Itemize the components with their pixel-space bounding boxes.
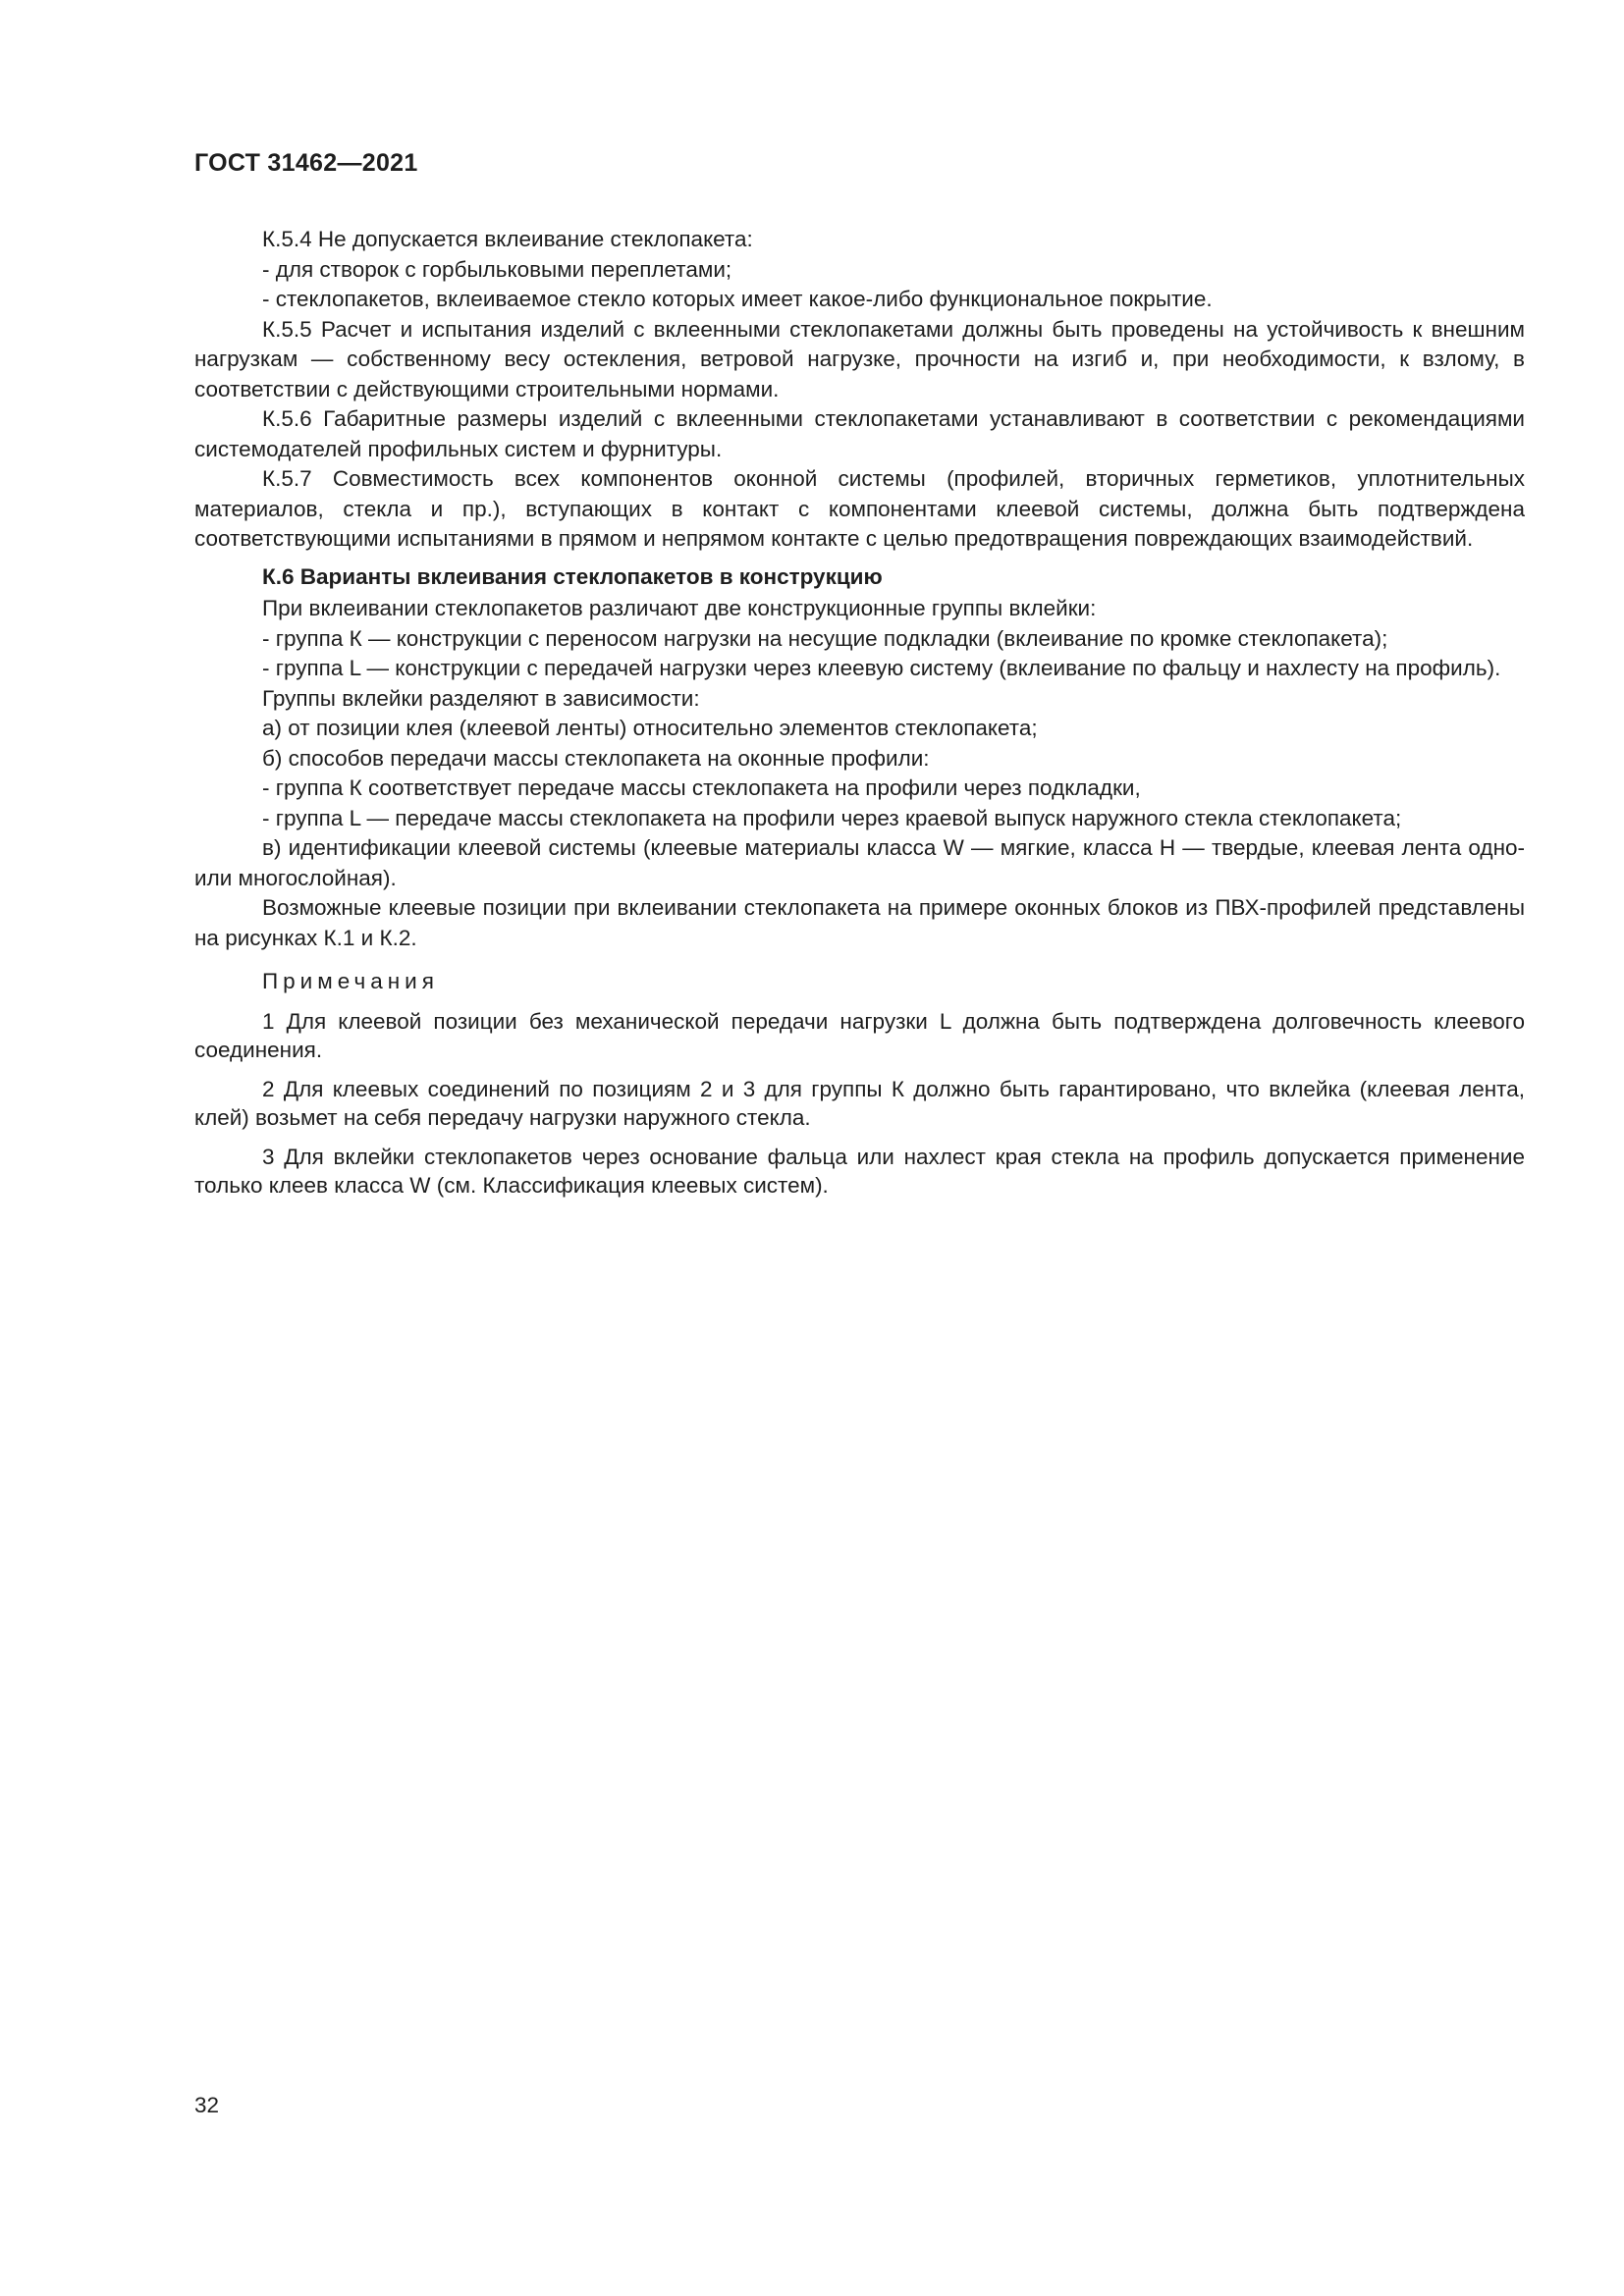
list-item: - для створок с горбыльковыми переплетами; — [262, 256, 732, 282]
document-body — [194, 225, 1525, 1210]
paragraph-k56: К.5.6 Габаритные размеры изделий с вклеенными стеклопакетами устанавливают в соответствии с рекомендациями системодателей профильных систем и фурнитуры. — [194, 406, 1525, 461]
list-item: - группа L — конструкции с передачей нагрузки через клеевую систему (вклеивание по фальцу и нахлесту на профиль). — [262, 656, 1501, 680]
paragraph: Возможные клеевые позиции при вклеивании стеклопакета на примере оконных блоков из ПВХ-профилей представлены на рисунках К.1 и К.2. — [194, 895, 1525, 950]
document-header: ГОСТ 31462—2021 — [194, 149, 418, 177]
paragraph-k54: К.5.4 Не допускается вклеивание стеклопакета: — [262, 227, 753, 251]
page-number: 32 — [194, 2093, 220, 2117]
notes-title: Примечания — [262, 969, 439, 993]
list-item: в) идентификации клеевой системы (клеевые материалы класса W — мягкие, класса H — твердые, клеевая лента одно- или многослойная). — [194, 835, 1525, 890]
paragraph: При вклеивании стеклопакетов различают две конструкционные группы вклейки: — [262, 596, 1097, 620]
list-item: - группа К соответствует передаче массы стеклопакета на профили через подкладки, — [262, 775, 1141, 800]
note-1: 1 Для клеевой позиции без механической передачи нагрузки L должна быть подтверждена долговечность клеевого соединения. — [194, 1008, 1525, 1062]
list-item: - группа К — конструкции с переносом нагрузки на несущие подкладки (вклеивание по кромке стеклопакета); — [262, 625, 1388, 651]
list-item: - стеклопакетов, вклеиваемое стекло которых имеет какое-либо функциональное покрытие. — [262, 287, 1213, 311]
note-2: 2 Для клеевых соединений по позициям 2 и 3 для группы К должно быть гарантировано, что вклейка (клеевая лента, клей) возьмет на себя передачу нагрузки наружного стекла. — [194, 1076, 1525, 1130]
paragraph-k55: К.5.5 Расчет и испытания изделий с вклеенными стеклопакетами должны быть проведены на устойчивость к внешним нагрузкам — собственному весу остекления, ветровой нагрузке, прочности на изгиб и, при необходимости, к взлому, в соответствии с действующими строительными нормами. — [194, 316, 1525, 401]
paragraph-k57: К.5.7 Совместимость всех компонентов оконной системы (профилей, вторичных герметиков, уплотнительных материалов, стекла и пр.), вступающих в контакт с компонентами клеевой системы, должна быть подтверждена соответствующими испытаниями в прямом и непрямом контакте с целью предотвращения повреждающих взаимодействий. — [194, 466, 1525, 551]
note-3: 3 Для вклейки стеклопакетов через основание фальца или нахлест края стекла на профиль допускается применение только клеев класса W (см. Классификация клеевых систем). — [194, 1144, 1525, 1198]
section-heading-k6: К.6 Варианты вклеивания стеклопакетов в конструкцию — [262, 563, 883, 589]
list-item: б) способов передачи массы стеклопакета на оконные профили: — [262, 745, 930, 771]
list-item: а) от позиции клея (клеевой ленты) относительно элементов стеклопакета; — [262, 716, 1038, 740]
list-item: - группа L — передаче массы стеклопакета на профили через краевой выпуск наружного стекла стеклопакета; — [262, 805, 1402, 830]
paragraph: Группы вклейки разделяют в зависимости: — [262, 685, 700, 711]
